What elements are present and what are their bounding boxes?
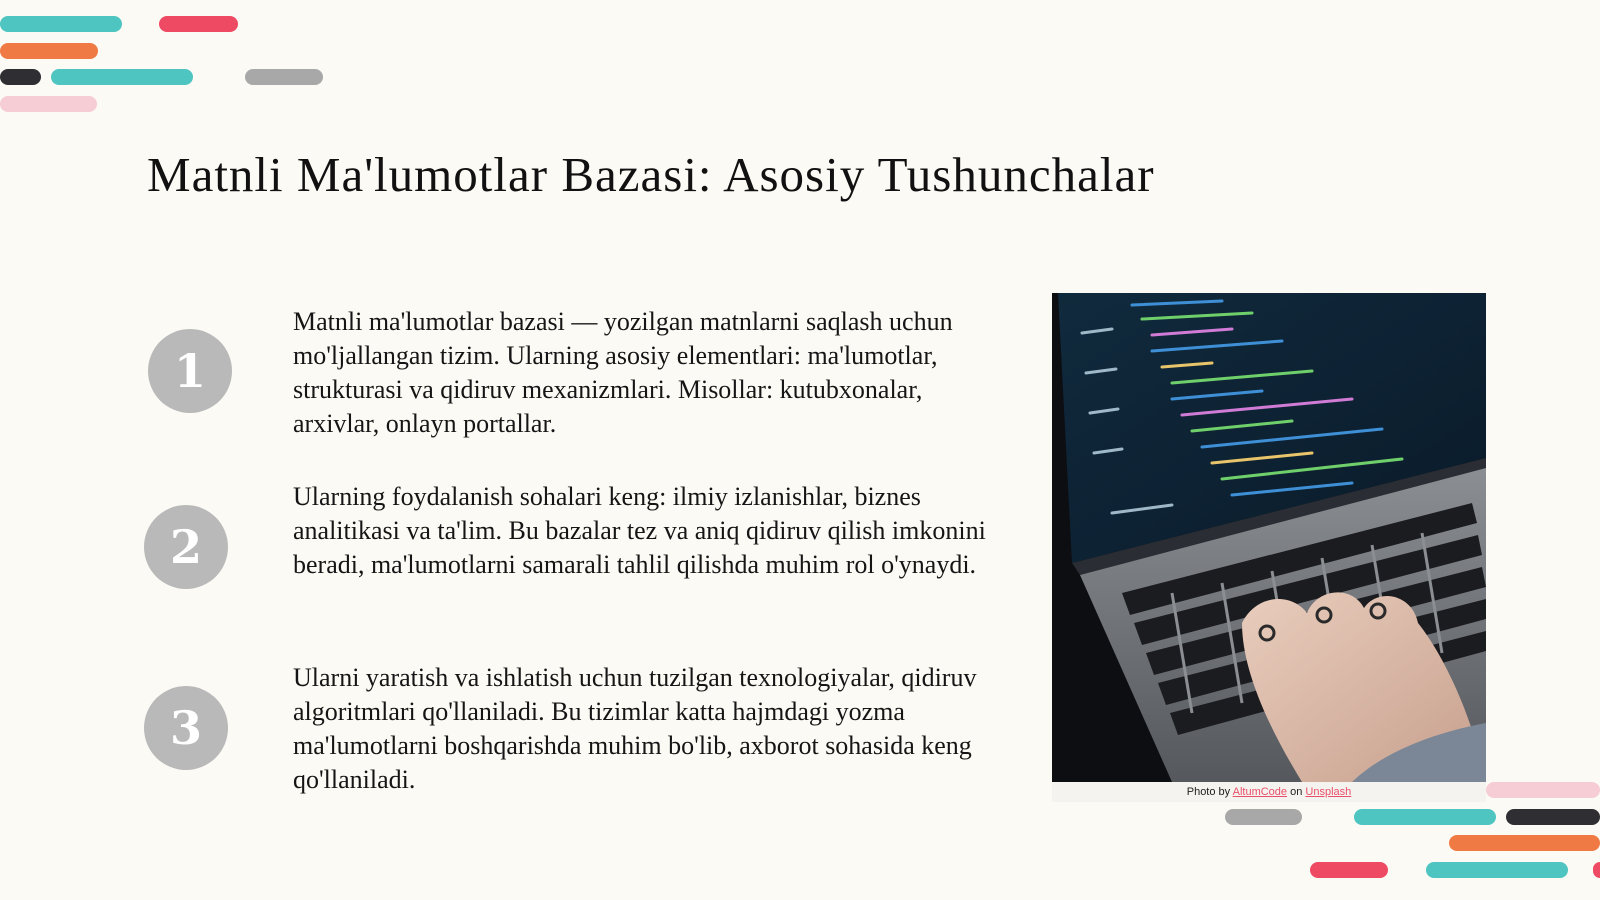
decor-pill — [1310, 862, 1388, 878]
laptop-photo — [1052, 293, 1486, 782]
photo-author-link[interactable]: AltumCode — [1232, 786, 1288, 798]
number-label: 3 — [169, 701, 202, 755]
credit-mid: on — [1290, 786, 1303, 798]
decor-pill — [1354, 809, 1496, 825]
decor-pill — [159, 16, 238, 32]
item-text-1: Matnli ma'lumotlar bazasi — yozilgan matnlarni saqlash uchun mo'ljallangan tizim. Ularning asosiy elementlari: ma'lumotlar, strukturasi va qidiruv mexanizmlari. Misollar: kutubxonalar, arxivlar, onlayn portallar. — [293, 307, 953, 438]
laptop-illustration — [1052, 293, 1486, 782]
slide-title: Matnli Ma'lumotlar Bazasi: Asosiy Tushunchalar — [147, 147, 1155, 202]
decor-pill — [0, 43, 98, 59]
credit-prefix: Photo by — [1186, 786, 1231, 798]
decor-pill — [0, 16, 122, 32]
decor-pill — [1225, 809, 1302, 825]
number-badge-2 — [144, 505, 228, 589]
decor-pill — [51, 69, 193, 85]
number-badge-3 — [144, 686, 228, 770]
photo-source-link[interactable]: Unsplash — [1305, 786, 1352, 798]
decor-pill — [0, 69, 41, 85]
number-label: 2 — [169, 520, 202, 574]
decor-pill — [1593, 862, 1600, 878]
number-label: 1 — [173, 344, 206, 398]
item-text-2: Ularning foydalanish sohalari keng: ilmiy izlanishlar, biznes analitikasi va ta'lim. Bu bazalar tez va aniq qidiruv qilish imkonini beradi, ma'lumotlarni samarali tahlil qilishda muhim rol o'ynaydi. — [293, 482, 986, 579]
decor-pill — [1486, 782, 1600, 798]
decor-pill — [1426, 862, 1568, 878]
number-badge-1 — [148, 329, 232, 413]
photo-credit — [1052, 782, 1486, 802]
decor-pill — [1506, 809, 1600, 825]
item-text-3: Ularni yaratish va ishlatish uchun tuzilgan texnologiyalar, qidiruv algoritmlari qo'llaniladi. Bu tizimlar katta hajmdagi yozma ma'lumotlarni boshqarishda muhim bo'lib, axborot sohasida keng qo'llaniladi. — [293, 663, 977, 794]
decor-pill — [245, 69, 323, 85]
decor-pill — [0, 96, 97, 112]
decor-pill — [1449, 835, 1600, 851]
